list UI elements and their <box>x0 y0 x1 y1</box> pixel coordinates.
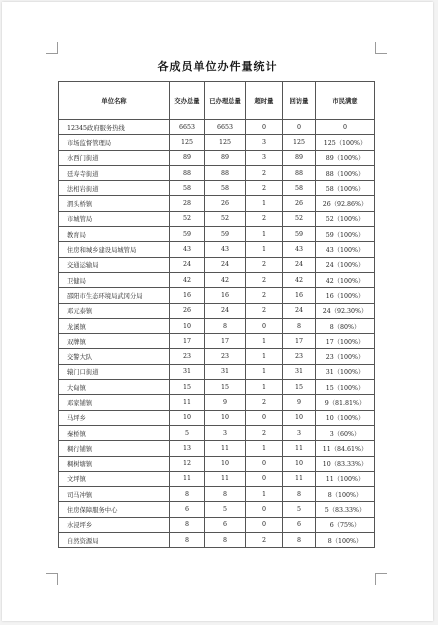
cell-assigned-total: 11 <box>170 471 205 486</box>
cell-satisfaction: 31（100%） <box>316 364 375 379</box>
cell-handled-total: 11 <box>205 471 246 486</box>
cell-assigned-total: 28 <box>170 196 205 211</box>
cell-unit-name: 邵阳市生态环境局武冈分局 <box>59 288 170 303</box>
table-row <box>59 441 375 456</box>
cell-handled-total: 23 <box>205 349 246 364</box>
cell-satisfaction: 24（100%） <box>316 257 375 272</box>
cell-assigned-total: 8 <box>170 533 205 548</box>
cell-unit-name: 市城管局 <box>59 211 170 226</box>
cell-handled-total: 8 <box>205 318 246 333</box>
cell-assigned-total: 42 <box>170 272 205 287</box>
cell-satisfaction: 88（100%） <box>316 165 375 180</box>
cell-callback: 9 <box>283 395 316 410</box>
cell-callback: 6 <box>283 517 316 532</box>
cell-unit-name: 秦桥镇 <box>59 425 170 440</box>
cell-overdue: 2 <box>246 533 283 548</box>
cell-unit-name: 12345政府服务热线 <box>59 120 170 135</box>
cell-overdue: 2 <box>246 303 283 318</box>
table-row <box>59 395 375 410</box>
cell-overdue: 1 <box>246 196 283 211</box>
cell-unit-name: 稠行铺镇 <box>59 441 170 456</box>
cell-callback: 17 <box>283 334 316 349</box>
table-row <box>59 257 375 272</box>
cell-handled-total: 5 <box>205 502 246 517</box>
cell-handled-total: 42 <box>205 272 246 287</box>
cell-satisfaction: 5（83.33%） <box>316 502 375 517</box>
header-satisfaction: 市民满意 <box>316 82 375 120</box>
cell-assigned-total: 88 <box>170 165 205 180</box>
cell-satisfaction: 16（100%） <box>316 288 375 303</box>
table-row <box>59 517 375 532</box>
cell-satisfaction: 9（81.81%） <box>316 395 375 410</box>
cell-overdue: 0 <box>246 471 283 486</box>
cell-assigned-total: 26 <box>170 303 205 318</box>
cell-assigned-total: 12 <box>170 456 205 471</box>
cell-satisfaction: 58（100%） <box>316 181 375 196</box>
page-title: 各成员单位办件量统计 <box>157 60 278 73</box>
cell-overdue: 1 <box>246 334 283 349</box>
cell-satisfaction: 6（75%） <box>316 517 375 532</box>
cell-handled-total: 52 <box>205 211 246 226</box>
table-row <box>59 272 375 287</box>
cell-assigned-total: 52 <box>170 211 205 226</box>
cell-satisfaction: 8（80%） <box>316 318 375 333</box>
cell-handled-total: 10 <box>205 456 246 471</box>
cell-unit-name: 双牌镇 <box>59 334 170 349</box>
cell-satisfaction: 10（83.33%） <box>316 456 375 471</box>
cell-satisfaction: 0 <box>316 120 375 135</box>
cell-overdue: 1 <box>246 364 283 379</box>
cell-handled-total: 8 <box>205 487 246 502</box>
cell-assigned-total: 16 <box>170 288 205 303</box>
document-page <box>2 2 433 621</box>
cell-assigned-total: 24 <box>170 257 205 272</box>
table-row <box>59 334 375 349</box>
cell-satisfaction: 15（100%） <box>316 380 375 395</box>
cell-satisfaction: 26（92.86%） <box>316 196 375 211</box>
cell-satisfaction: 42（100%） <box>316 272 375 287</box>
cell-handled-total: 6 <box>205 517 246 532</box>
cell-unit-name: 稠树塘镇 <box>59 456 170 471</box>
cell-unit-name: 交通运输局 <box>59 257 170 272</box>
cell-handled-total: 6653 <box>205 120 246 135</box>
cell-callback: 26 <box>283 196 316 211</box>
cell-satisfaction: 125（100%） <box>316 135 375 150</box>
cell-overdue: 3 <box>246 150 283 165</box>
cell-handled-total: 125 <box>205 135 246 150</box>
cell-overdue: 2 <box>246 395 283 410</box>
table-row <box>59 456 375 471</box>
cell-callback: 8 <box>283 533 316 548</box>
cell-satisfaction: 8（100%） <box>316 487 375 502</box>
cell-callback: 11 <box>283 441 316 456</box>
cell-callback: 59 <box>283 227 316 242</box>
cell-unit-name: 卫健局 <box>59 272 170 287</box>
cell-assigned-total: 15 <box>170 380 205 395</box>
cell-unit-name: 法相岩街道 <box>59 181 170 196</box>
cell-callback: 23 <box>283 349 316 364</box>
crop-mark-top-right <box>375 42 387 54</box>
table-row <box>59 533 375 548</box>
table-row <box>59 303 375 318</box>
table-row <box>59 120 375 135</box>
cell-assigned-total: 59 <box>170 227 205 242</box>
cell-unit-name: 文坪镇 <box>59 471 170 486</box>
cell-callback: 58 <box>283 181 316 196</box>
table-row <box>59 487 375 502</box>
cell-satisfaction: 23（100%） <box>316 349 375 364</box>
cell-unit-name: 住房保障服务中心 <box>59 502 170 517</box>
cell-satisfaction: 3（60%） <box>316 425 375 440</box>
cell-overdue: 1 <box>246 227 283 242</box>
cell-unit-name: 水西门街道 <box>59 150 170 165</box>
cell-unit-name: 自然资源局 <box>59 533 170 548</box>
cell-unit-name: 辕门口街道 <box>59 364 170 379</box>
cell-callback: 24 <box>283 257 316 272</box>
cell-satisfaction: 43（100%） <box>316 242 375 257</box>
table-row <box>59 150 375 165</box>
cell-callback: 24 <box>283 303 316 318</box>
cell-unit-name: 司马冲镇 <box>59 487 170 502</box>
cell-handled-total: 89 <box>205 150 246 165</box>
cell-callback: 10 <box>283 410 316 425</box>
cell-unit-name: 龙溪镇 <box>59 318 170 333</box>
cell-overdue: 0 <box>246 502 283 517</box>
cell-assigned-total: 23 <box>170 349 205 364</box>
cell-overdue: 2 <box>246 181 283 196</box>
cell-assigned-total: 5 <box>170 425 205 440</box>
header-assigned-total: 交办总量 <box>170 82 205 120</box>
cell-handled-total: 9 <box>205 395 246 410</box>
cell-handled-total: 15 <box>205 380 246 395</box>
cell-callback: 42 <box>283 272 316 287</box>
cell-callback: 88 <box>283 165 316 180</box>
cell-overdue: 2 <box>246 165 283 180</box>
cell-overdue: 1 <box>246 441 283 456</box>
cell-satisfaction: 89（100%） <box>316 150 375 165</box>
table-row <box>59 288 375 303</box>
table-row <box>59 364 375 379</box>
statistics-table <box>58 81 375 548</box>
cell-unit-name: 交警大队 <box>59 349 170 364</box>
cell-assigned-total: 31 <box>170 364 205 379</box>
cell-unit-name: 大甸镇 <box>59 380 170 395</box>
cell-handled-total: 26 <box>205 196 246 211</box>
table-row <box>59 227 375 242</box>
cell-unit-name: 邓家铺镇 <box>59 395 170 410</box>
cell-callback: 31 <box>283 364 316 379</box>
cell-satisfaction: 11（100%） <box>316 471 375 486</box>
cell-overdue: 3 <box>246 135 283 150</box>
cell-unit-name: 水浸坪乡 <box>59 517 170 532</box>
table-header-row <box>59 82 375 120</box>
cell-assigned-total: 125 <box>170 135 205 150</box>
table-row <box>59 380 375 395</box>
cell-overdue: 2 <box>246 272 283 287</box>
table-row <box>59 502 375 517</box>
cell-satisfaction: 59（100%） <box>316 227 375 242</box>
cell-handled-total: 16 <box>205 288 246 303</box>
crop-mark-bottom-right <box>375 573 387 585</box>
cell-callback: 5 <box>283 502 316 517</box>
header-unit-name: 单位名称 <box>59 82 170 120</box>
cell-handled-total: 17 <box>205 334 246 349</box>
table-row <box>59 410 375 425</box>
cell-satisfaction: 10（100%） <box>316 410 375 425</box>
cell-callback: 125 <box>283 135 316 150</box>
table-row <box>59 471 375 486</box>
cell-overdue: 2 <box>246 211 283 226</box>
cell-assigned-total: 6 <box>170 502 205 517</box>
cell-unit-name: 邓元泰镇 <box>59 303 170 318</box>
cell-handled-total: 3 <box>205 425 246 440</box>
table-row <box>59 211 375 226</box>
cell-assigned-total: 11 <box>170 395 205 410</box>
cell-handled-total: 11 <box>205 441 246 456</box>
crop-mark-bottom-left <box>46 573 58 585</box>
cell-handled-total: 43 <box>205 242 246 257</box>
cell-unit-name: 渭头桥镇 <box>59 196 170 211</box>
table-row <box>59 181 375 196</box>
cell-callback: 11 <box>283 471 316 486</box>
table-row <box>59 318 375 333</box>
cell-overdue: 2 <box>246 257 283 272</box>
cell-overdue: 1 <box>246 242 283 257</box>
cell-assigned-total: 43 <box>170 242 205 257</box>
table-row <box>59 196 375 211</box>
cell-handled-total: 31 <box>205 364 246 379</box>
cell-satisfaction: 52（100%） <box>316 211 375 226</box>
cell-assigned-total: 13 <box>170 441 205 456</box>
cell-callback: 8 <box>283 487 316 502</box>
cell-unit-name: 马坪乡 <box>59 410 170 425</box>
cell-callback: 10 <box>283 456 316 471</box>
cell-callback: 16 <box>283 288 316 303</box>
cell-overdue: 2 <box>246 288 283 303</box>
cell-assigned-total: 8 <box>170 517 205 532</box>
cell-unit-name: 市场监督管理局 <box>59 135 170 150</box>
header-callback: 回访量 <box>283 82 316 120</box>
cell-callback: 43 <box>283 242 316 257</box>
cell-assigned-total: 17 <box>170 334 205 349</box>
cell-overdue: 0 <box>246 410 283 425</box>
cell-satisfaction: 8（100%） <box>316 533 375 548</box>
cell-callback: 15 <box>283 380 316 395</box>
table-row <box>59 242 375 257</box>
cell-assigned-total: 6653 <box>170 120 205 135</box>
cell-handled-total: 24 <box>205 303 246 318</box>
cell-callback: 89 <box>283 150 316 165</box>
cell-assigned-total: 58 <box>170 181 205 196</box>
cell-overdue: 2 <box>246 425 283 440</box>
cell-assigned-total: 10 <box>170 410 205 425</box>
cell-callback: 8 <box>283 318 316 333</box>
cell-unit-name: 廷寿寺街道 <box>59 165 170 180</box>
cell-handled-total: 24 <box>205 257 246 272</box>
crop-mark-top-left <box>46 42 58 54</box>
cell-callback: 0 <box>283 120 316 135</box>
header-handled-total: 已办理总量 <box>205 82 246 120</box>
cell-handled-total: 59 <box>205 227 246 242</box>
cell-callback: 52 <box>283 211 316 226</box>
cell-overdue: 0 <box>246 517 283 532</box>
cell-assigned-total: 8 <box>170 487 205 502</box>
cell-assigned-total: 10 <box>170 318 205 333</box>
table-body <box>59 120 375 548</box>
table-row <box>59 165 375 180</box>
cell-overdue: 1 <box>246 380 283 395</box>
cell-overdue: 0 <box>246 318 283 333</box>
cell-handled-total: 8 <box>205 533 246 548</box>
cell-unit-name: 教育局 <box>59 227 170 242</box>
cell-unit-name: 住房和城乡建设局城管局 <box>59 242 170 257</box>
table-row <box>59 425 375 440</box>
cell-satisfaction: 24（92.30%） <box>316 303 375 318</box>
cell-overdue: 0 <box>246 456 283 471</box>
cell-assigned-total: 89 <box>170 150 205 165</box>
header-overdue: 超时量 <box>246 82 283 120</box>
cell-satisfaction: 11（84.61%） <box>316 441 375 456</box>
cell-overdue: 1 <box>246 349 283 364</box>
cell-handled-total: 10 <box>205 410 246 425</box>
cell-callback: 3 <box>283 425 316 440</box>
table-row <box>59 135 375 150</box>
cell-overdue: 1 <box>246 487 283 502</box>
table-row <box>59 349 375 364</box>
cell-satisfaction: 17（100%） <box>316 334 375 349</box>
cell-handled-total: 88 <box>205 165 246 180</box>
cell-overdue: 0 <box>246 120 283 135</box>
cell-handled-total: 58 <box>205 181 246 196</box>
